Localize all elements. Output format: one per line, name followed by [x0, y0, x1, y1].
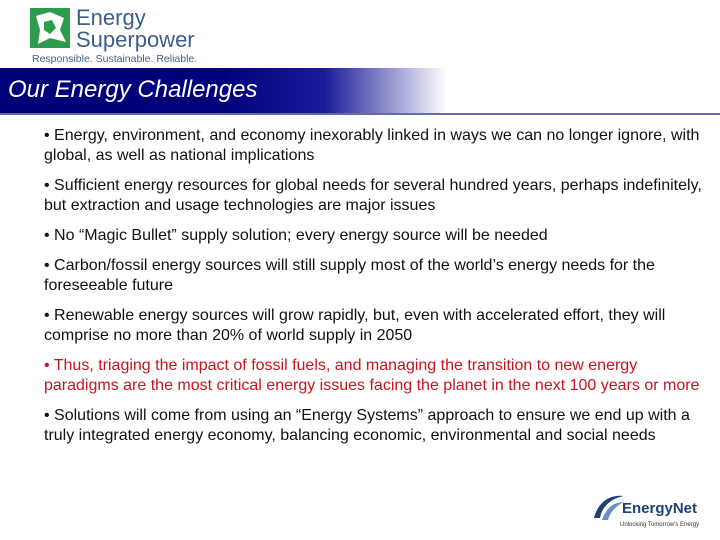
swoosh-icon — [592, 492, 626, 522]
bullet-item: • Carbon/fossil energy sources will still supply most of the world’s energy needs for the foreseeable future — [44, 257, 655, 294]
footer-logo-tagline: Unlocking Tomorrow's Energy — [620, 522, 700, 528]
bullet-item: • Sufficient energy resources for global needs for several hundred years, perhaps indefinitely, but extraction and usage technologies are major issues — [44, 177, 702, 214]
bullet-item: • Energy, environment, and economy inexorably linked in ways we can no longer ignore, with global, as well as national implications — [44, 127, 700, 164]
slide-title: Our Energy Challenges — [8, 76, 258, 103]
logo-line2: Superpower — [76, 27, 195, 52]
bullet-item: • Solutions will come from using an “Energy Systems” approach to ensure we end up with a truly integrated energy economy, balancing economic, environmental and social needs — [44, 407, 690, 444]
title-bar-divider — [0, 113, 720, 115]
bullet-item: • Renewable energy sources will grow rapidly, but, even with accelerated effort, they will comprise no more than 20% of world supply in 2050 — [44, 307, 666, 344]
bullet-item-highlight: • Thus, triaging the impact of fossil fuels, and managing the transition to new energy paradigms are the most critical energy issues facing the planet in the next 100 years or more — [44, 357, 700, 394]
energynet-logo — [592, 492, 712, 536]
logo-line1: Energy — [76, 5, 146, 30]
bullet-item: • No “Magic Bullet” supply solution; every energy source will be needed — [44, 227, 548, 244]
footer-logo-name: EnergyNet — [622, 500, 698, 517]
energy-superpower-logo — [30, 6, 205, 66]
logo-tagline: Responsible. Sustainable. Reliable. — [32, 53, 198, 65]
bullet-list — [44, 126, 712, 456]
logo-mark-icon — [30, 8, 70, 48]
